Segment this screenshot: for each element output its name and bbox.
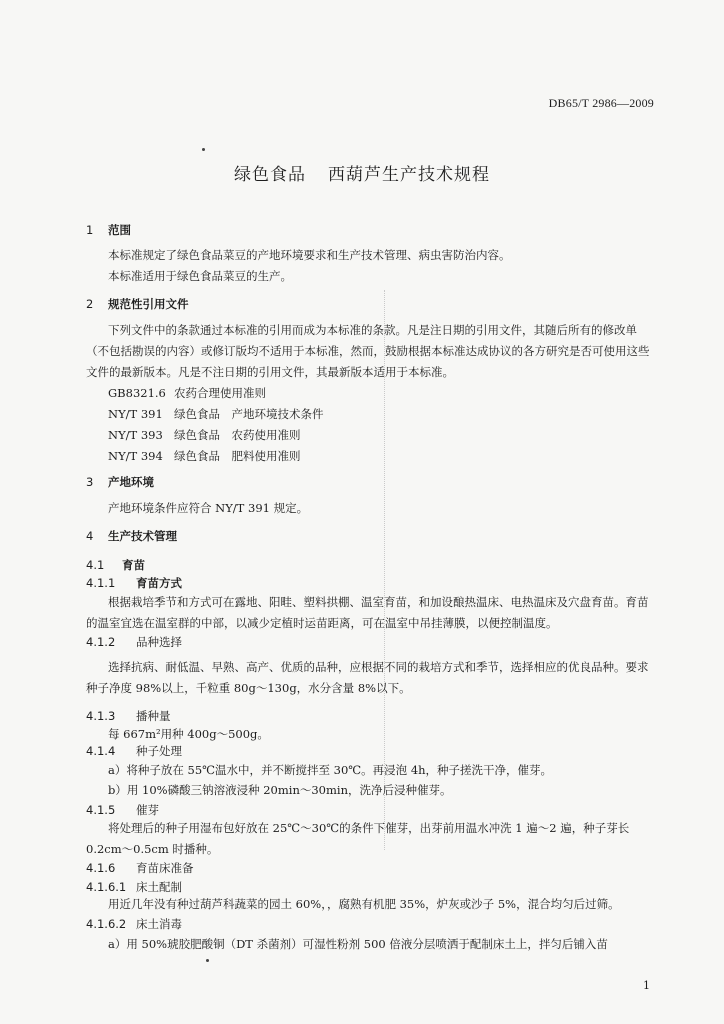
subsection-4-1-3-paragraph: 每 667m²用种 400g～500g。 [108, 727, 269, 741]
section-1-heading: 1 范围 [86, 223, 131, 237]
subsection-4-1-1-paragraph: 根据栽培季节和方式可在露地、阳畦、塑料拱棚、温室育苗，和加设酿热温床、电热温床及穴盘育苗。育苗的温室宜选在温室群的中部，以减少定植时运苗距离，可在温室中吊挂薄膜，以便控制温度。 [86, 595, 649, 630]
subsection-4-1-6-2-item-a: a）用 50%琥胶肥酸铜（DT 杀菌剂）可湿性粉剂 500 倍液分层喷洒于配制床土上，拌匀后铺入苗 [108, 937, 608, 951]
reference-item: GB8321.6 农药合理使用准则 [108, 386, 266, 400]
subsection-4-1-2-paragraph: 选择抗病、耐低温、早熟、高产、优质的品种，应根据不同的栽培方式和季节，选择相应的优良品种。要求种子净度 98%以上，千粒重 80g～130g，水分含量 8%以下。 [86, 660, 649, 695]
subsection-4-1-4-item-a: a）将种子放在 55℃温水中，并不断搅拌至 30℃。再浸泡 4h，种子搓洗干净，催芽。 [108, 763, 553, 777]
page-title [0, 160, 724, 185]
reference-item: NY/T 394 绿色食品 肥料使用准则 [108, 449, 301, 463]
subsection-4-1-heading: 4.1 育苗 [86, 558, 145, 572]
scan-speck [202, 148, 205, 151]
subsection-4-1-6-1-paragraph: 用近几年没有种过葫芦科蔬菜的园土 60%，，腐熟有机肥 35%，炉灰或沙子 5%，混合均匀后过筛。 [108, 897, 620, 911]
subsection-4-1-4-item-b: b）用 10%磷酸三钠溶液浸种 20min～30min，洗净后浸种催芽。 [108, 783, 452, 797]
subsection-4-1-1-heading: 4.1.1 育苗方式 [86, 576, 182, 590]
document-id: DB65/T 2986—2009 [548, 96, 654, 110]
section-3-paragraph: 产地环境条件应符合 NY/T 391 规定。 [108, 501, 309, 515]
section-2-heading: 2 规范性引用文件 [86, 297, 189, 311]
subsection-4-1-6-2-heading: 4.1.6.2 床土消毒 [86, 917, 182, 931]
subsection-4-1-5-heading: 4.1.5 催芽 [86, 803, 159, 817]
reference-item: NY/T 391 绿色食品 产地环境技术条件 [108, 407, 324, 421]
reference-item: NY/T 393 绿色食品 农药使用准则 [108, 428, 301, 442]
subsection-4-1-2-heading: 4.1.2 品种选择 [86, 635, 182, 649]
subsection-4-1-3-heading: 4.1.3 播种量 [86, 709, 171, 723]
title-part-2: 西葫芦生产技术规程 [328, 165, 490, 185]
section-2-paragraph: 下列文件中的条款通过本标准的引用而成为本标准的条款。凡是注日期的引用文件，其随后所有的修改单（不包括勘误的内容）或修订版均不适用于本标准，然而，鼓励根据本标准达成协议的各方研究是否可使用这些文件的最新版本。凡是不注日期的引用文件，其最新版本适用于本标准。 [86, 323, 650, 379]
scan-speck [206, 959, 209, 962]
subsection-4-1-6-heading: 4.1.6 育苗床准备 [86, 861, 194, 875]
section-1-paragraph-1: 本标准规定了绿色食品菜豆的产地环境要求和生产技术管理、病虫害防治内容。 [108, 248, 511, 262]
subsection-4-1-6-1-heading: 4.1.6.1 床土配制 [86, 880, 182, 894]
page-number: 1 [643, 979, 650, 992]
section-1-paragraph-2: 本标准适用于绿色食品菜豆的生产。 [108, 269, 292, 283]
title-part-1: 绿色食品 [234, 165, 306, 185]
subsection-4-1-5-paragraph: 将处理后的种子用湿布包好放在 25℃～30℃的条件下催芽，出芽前用温水冲洗 1 遍～2 遍，种子芽长 0.2cm～0.5cm 时播种。 [86, 821, 630, 856]
subsection-4-1-4-heading: 4.1.4 种子处理 [86, 744, 182, 758]
section-3-heading: 3 产地环境 [86, 475, 154, 489]
section-4-heading: 4 生产技术管理 [86, 529, 177, 543]
